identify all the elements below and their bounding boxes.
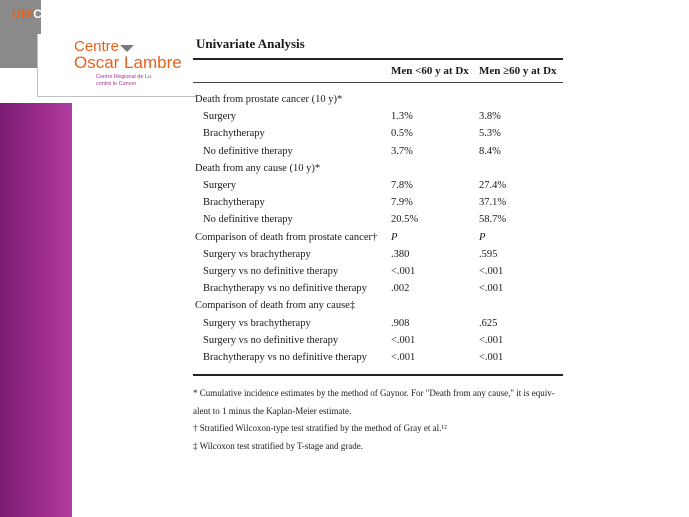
table-row bbox=[193, 143, 563, 160]
table-body bbox=[193, 91, 563, 366]
cell-under-60: .002 bbox=[391, 283, 410, 295]
row-label: Brachytherapy vs no definitive therapy bbox=[203, 351, 367, 363]
table-section-row bbox=[193, 297, 563, 314]
cell-over-60: 27.4% bbox=[479, 180, 507, 192]
row-label: Comparison of death from prostate cancer† bbox=[195, 231, 378, 243]
table-section-row bbox=[193, 91, 563, 108]
row-label: No definitive therapy bbox=[203, 214, 293, 226]
cell-over-60: 58.7% bbox=[479, 214, 507, 226]
logo-name-line2: Oscar Lambre bbox=[74, 53, 182, 72]
cell-under-60: <.001 bbox=[391, 334, 416, 346]
logo-sub-line2: contre le Cancer bbox=[96, 81, 137, 87]
table-row bbox=[193, 349, 563, 366]
cell-under-60: 3.7% bbox=[391, 145, 413, 157]
cell-over-60: 5.3% bbox=[479, 128, 501, 140]
cell-under-60: <.001 bbox=[391, 351, 416, 363]
footnote-3: ‡ Wilcoxon test stratified by T-stage and grade. bbox=[193, 440, 363, 451]
row-label: Brachytherapy bbox=[203, 197, 265, 209]
header-under-60: Men <60 y at Dx bbox=[391, 65, 469, 77]
table-section-row bbox=[193, 229, 563, 246]
footnote-2: † Stratified Wilcoxon-type test stratified by the method of Gray et al.¹² bbox=[193, 423, 447, 433]
cell-over-60: <.001 bbox=[479, 351, 504, 363]
table-section-row bbox=[193, 160, 563, 177]
row-label: Brachytherapy vs no definitive therapy bbox=[203, 283, 367, 295]
cell-over-60: 3.8% bbox=[479, 111, 501, 123]
column-headers bbox=[193, 60, 563, 82]
cell-under-60: <.001 bbox=[391, 265, 416, 277]
table-row bbox=[193, 332, 563, 349]
table-row bbox=[193, 246, 563, 263]
table-title: Univariate Analysis bbox=[196, 36, 305, 51]
cell-over-60: <.001 bbox=[479, 283, 504, 295]
row-label: Surgery vs brachytherapy bbox=[203, 317, 311, 329]
cell-over-60: .595 bbox=[479, 248, 498, 260]
row-label: Surgery bbox=[203, 180, 237, 192]
cell-under-60: .380 bbox=[391, 248, 410, 260]
table-row bbox=[193, 280, 563, 297]
cell-under-60: 1.3% bbox=[391, 111, 413, 123]
row-label: Surgery bbox=[203, 111, 237, 123]
centre-oscar-lambret-logo bbox=[37, 34, 196, 97]
row-label: Death from prostate cancer (10 y)* bbox=[195, 94, 343, 106]
row-label: Surgery vs no definitive therapy bbox=[203, 334, 339, 346]
row-label: Comparison of death from any cause‡ bbox=[195, 300, 356, 312]
cell-over-60: <.001 bbox=[479, 334, 504, 346]
cell-under-60: 20.5% bbox=[391, 214, 419, 226]
row-label: Brachytherapy bbox=[203, 128, 265, 140]
logo-brand-part2: CANCER bbox=[33, 7, 86, 21]
cell-over-60: P bbox=[479, 231, 486, 243]
cell-over-60: .625 bbox=[479, 317, 498, 329]
table-row bbox=[193, 177, 563, 194]
table-row bbox=[193, 314, 563, 331]
footnotes bbox=[193, 385, 563, 455]
logo-name-line1: Centre bbox=[74, 38, 120, 55]
table-row bbox=[193, 263, 563, 280]
row-label: No definitive therapy bbox=[203, 145, 293, 157]
header-over-60: Men ≥60 y at Dx bbox=[479, 65, 557, 77]
left-band-purple bbox=[0, 103, 72, 517]
logo-name bbox=[74, 39, 182, 71]
row-label: Death from any cause (10 y)* bbox=[195, 162, 321, 174]
logo-sub-line1: Centre Régional de Lu bbox=[96, 74, 152, 80]
footnote-1-cont: alent to 1 minus the Kaplan-Meier estimate. bbox=[193, 405, 352, 416]
cell-over-60: 8.4% bbox=[479, 145, 501, 157]
cell-under-60: 7.8% bbox=[391, 180, 413, 192]
logo-subtitle bbox=[96, 74, 151, 88]
table-row bbox=[193, 194, 563, 211]
unicancer-logo bbox=[12, 7, 86, 21]
cell-over-60: 37.1% bbox=[479, 197, 507, 209]
footnote-1: * Cumulative incidence estimates by the method of Gaynor. For "Death from any cause," it is equiv- bbox=[193, 388, 555, 398]
table-row bbox=[193, 108, 563, 125]
cell-under-60: P bbox=[391, 231, 398, 243]
cell-under-60: 7.9% bbox=[391, 197, 413, 209]
row-label: Surgery vs no definitive therapy bbox=[203, 265, 339, 277]
table-row bbox=[193, 125, 563, 142]
univariate-table bbox=[193, 36, 563, 455]
rule-bottom bbox=[193, 374, 563, 376]
row-label: Surgery vs brachytherapy bbox=[203, 248, 311, 260]
cell-under-60: 0.5% bbox=[391, 128, 413, 140]
cell-under-60: .908 bbox=[391, 317, 410, 329]
table-row bbox=[193, 211, 563, 228]
logo-brand-part1: UNI bbox=[12, 7, 34, 21]
cell-over-60: <.001 bbox=[479, 265, 504, 277]
